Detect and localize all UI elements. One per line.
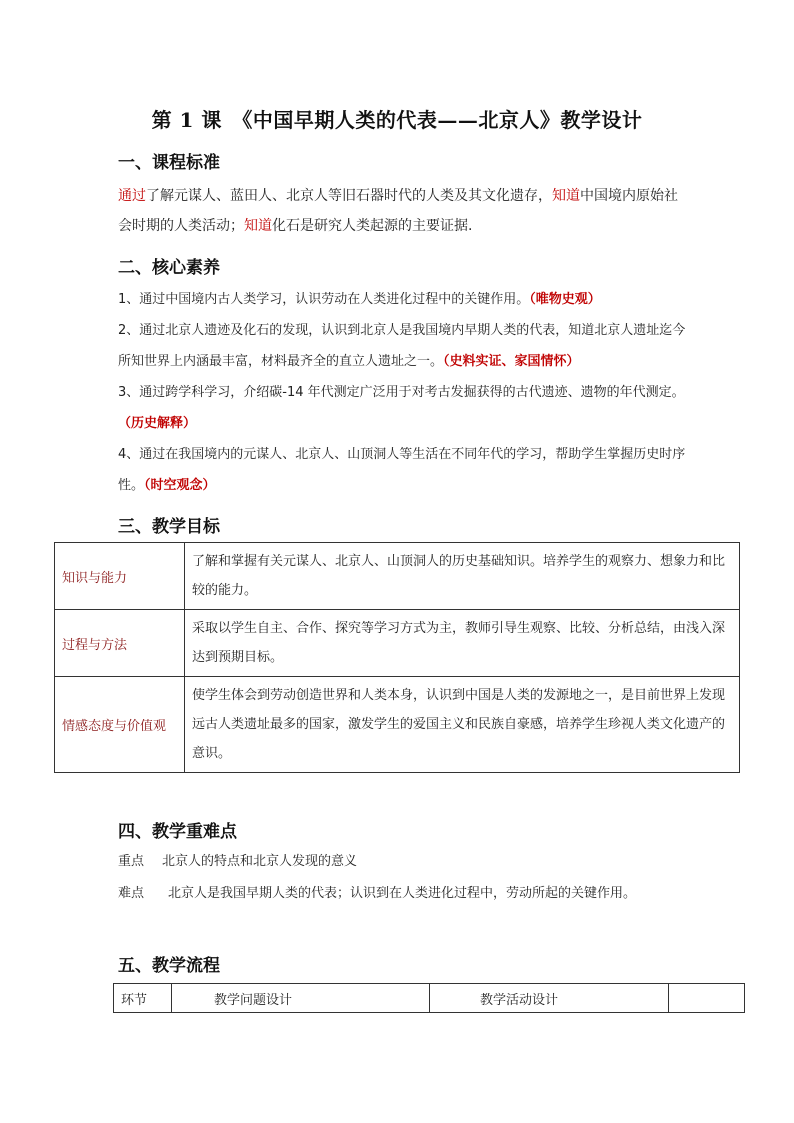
goal-text: 采取以学生自主、合作、探究等学习方式为主，教师引导生观察、比较、分析总结，由浅入深达到预期目标。 (185, 610, 740, 677)
key-point-text: 北京人的特点和北京人发现的意义 (162, 854, 358, 869)
goal-label: 过程与方法 (55, 610, 185, 677)
standard-part: 化石是研究人类起源的主要证据. (272, 218, 473, 234)
table-row (55, 677, 740, 773)
goal-label: 知识与能力 (55, 543, 185, 610)
list-item-text: 1、通过中国境内古人类学习，认识劳动在人类进化过程中的关键作用。 (118, 292, 530, 307)
column-header (669, 984, 745, 1013)
teaching-goals-table (54, 542, 740, 773)
core-literacy-list (118, 284, 688, 501)
table-row (55, 543, 740, 610)
standard-part: 通过 (118, 188, 146, 204)
key-point-label: 重点 (118, 854, 145, 869)
table-header-row (114, 984, 745, 1013)
standard-part: 了解元谋人、蓝田人、北京人等旧石器时代的人类及其文化遗存， (146, 188, 552, 204)
list-item-text: 2、通过北京人遗迹及化石的发现，认识到北京人是我国境内早期人类的代表，知道北京人遗址迄今所知世界上内涵最丰富，材料最齐全的直立人遗址之一。 (118, 323, 686, 369)
list-item (118, 377, 688, 439)
standard-part: 知道 (244, 218, 272, 234)
difficult-point-text: 北京人是我国早期人类的代表；认识到在人类进化过程中，劳动所起的关键作用。 (168, 886, 637, 901)
section-heading-teaching-goals: 三、教学目标 (118, 517, 220, 537)
teaching-process-table (113, 983, 745, 1013)
list-item-text: 3、通过跨学科学习，介绍碳-14 年代测定广泛用于对考古发掘获得的古代遗迹、遗物的年代测定。 (118, 385, 685, 400)
list-item (118, 284, 688, 315)
section-heading-teaching-process: 五、教学流程 (118, 956, 220, 976)
list-item (118, 439, 688, 501)
curriculum-standard-text (118, 181, 682, 241)
section-heading-curriculum-standard: 一、课程标准 (118, 153, 220, 173)
column-header: 教学问题设计 (172, 984, 430, 1013)
column-header: 环节 (114, 984, 172, 1013)
section-heading-key-difficulties: 四、教学重难点 (118, 822, 237, 842)
table-row (55, 610, 740, 677)
key-point-line (118, 847, 357, 877)
standard-part: 中国境内原始社会时期的人类活动； (118, 188, 678, 234)
list-item-tag: （时空观念） (144, 478, 216, 493)
goal-label: 情感态度与价值观 (55, 677, 185, 773)
difficult-point-line (118, 879, 636, 909)
list-item-tag: （历史解释） (118, 416, 197, 431)
difficult-point-label: 难点 (118, 886, 145, 901)
list-item-tag: （唯物史观） (529, 292, 601, 307)
column-header: 教学活动设计 (430, 984, 669, 1013)
list-item-tag: （史料实证、家国情怀） (443, 354, 580, 369)
section-heading-core-literacy: 二、核心素养 (118, 258, 220, 278)
goal-text: 了解和掌握有关元谋人、北京人、山顶洞人的历史基础知识。培养学生的观察力、想象力和比较的能力。 (185, 543, 740, 610)
goal-text: 使学生体会到劳动创造世界和人类本身，认识到中国是人类的发源地之一，是目前世界上发现远古人类遗址最多的国家，激发学生的爱国主义和民族自豪感，培养学生珍视人类文化遗产的意识。 (185, 677, 740, 773)
document-title: 第 1 课 《中国早期人类的代表——北京人》教学设计 (151, 108, 643, 132)
list-item (118, 315, 688, 377)
list-item-text: 4、通过在我国境内的元谋人、北京人、山顶洞人等生活在不同年代的学习，帮助学生掌握历史时序性。 (118, 447, 686, 493)
standard-part: 知道 (552, 188, 580, 204)
